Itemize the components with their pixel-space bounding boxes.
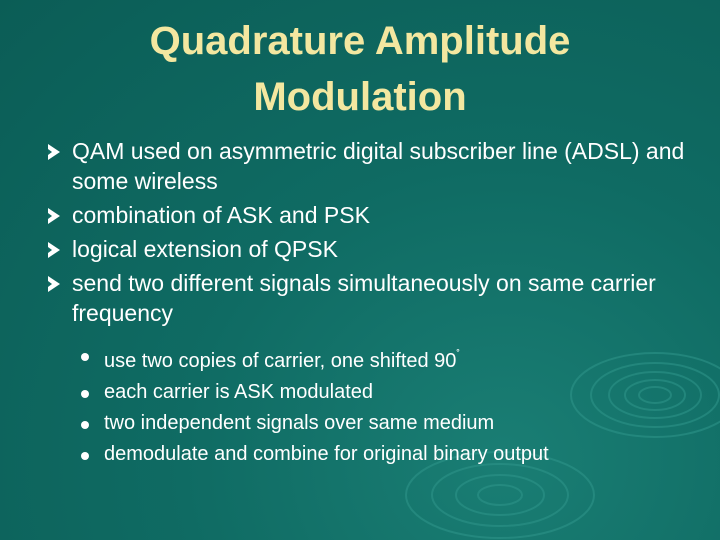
arrowhead-icon (48, 242, 60, 258)
arrowhead-icon (48, 276, 60, 292)
bullet-item (48, 268, 698, 328)
bullet-text: send two different signals simultaneously on same carrier frequency (72, 270, 656, 326)
dot-icon (81, 353, 89, 361)
sub-bullet-item (78, 377, 698, 408)
sub-bullet-item (78, 340, 698, 377)
slide-title-line-1: Quadrature Amplitude (149, 19, 571, 63)
sub-bullet-text: two independent signals over same medium (104, 412, 495, 434)
slide-title-line-2: Modulation (253, 75, 467, 119)
sub-bullet-text: use two copies of carrier, one shifted 90 (104, 350, 457, 372)
dot-icon (81, 452, 89, 460)
bullet-item (48, 234, 698, 264)
bullet-text: combination of ASK and PSK (72, 202, 370, 228)
degree-symbol: ˚ (456, 349, 461, 361)
sub-bullet-text: each carrier is ASK modulated (104, 381, 374, 403)
arrowhead-icon (48, 144, 60, 160)
arrowhead-icon (48, 208, 60, 224)
sub-bullet-item (78, 439, 698, 470)
bullet-text: QAM used on asymmetric digital subscriber line (ADSL) and some wireless (72, 138, 685, 194)
bullet-item (48, 136, 698, 196)
bullet-list (48, 136, 698, 332)
bullet-text: logical extension of QPSK (72, 236, 338, 262)
sub-bullet-text: demodulate and combine for original binary output (104, 443, 549, 465)
sub-bullet-item (78, 408, 698, 439)
bullet-item (48, 200, 698, 230)
dot-icon (81, 421, 89, 429)
sub-bullet-list (78, 340, 698, 470)
dot-icon (81, 390, 89, 398)
